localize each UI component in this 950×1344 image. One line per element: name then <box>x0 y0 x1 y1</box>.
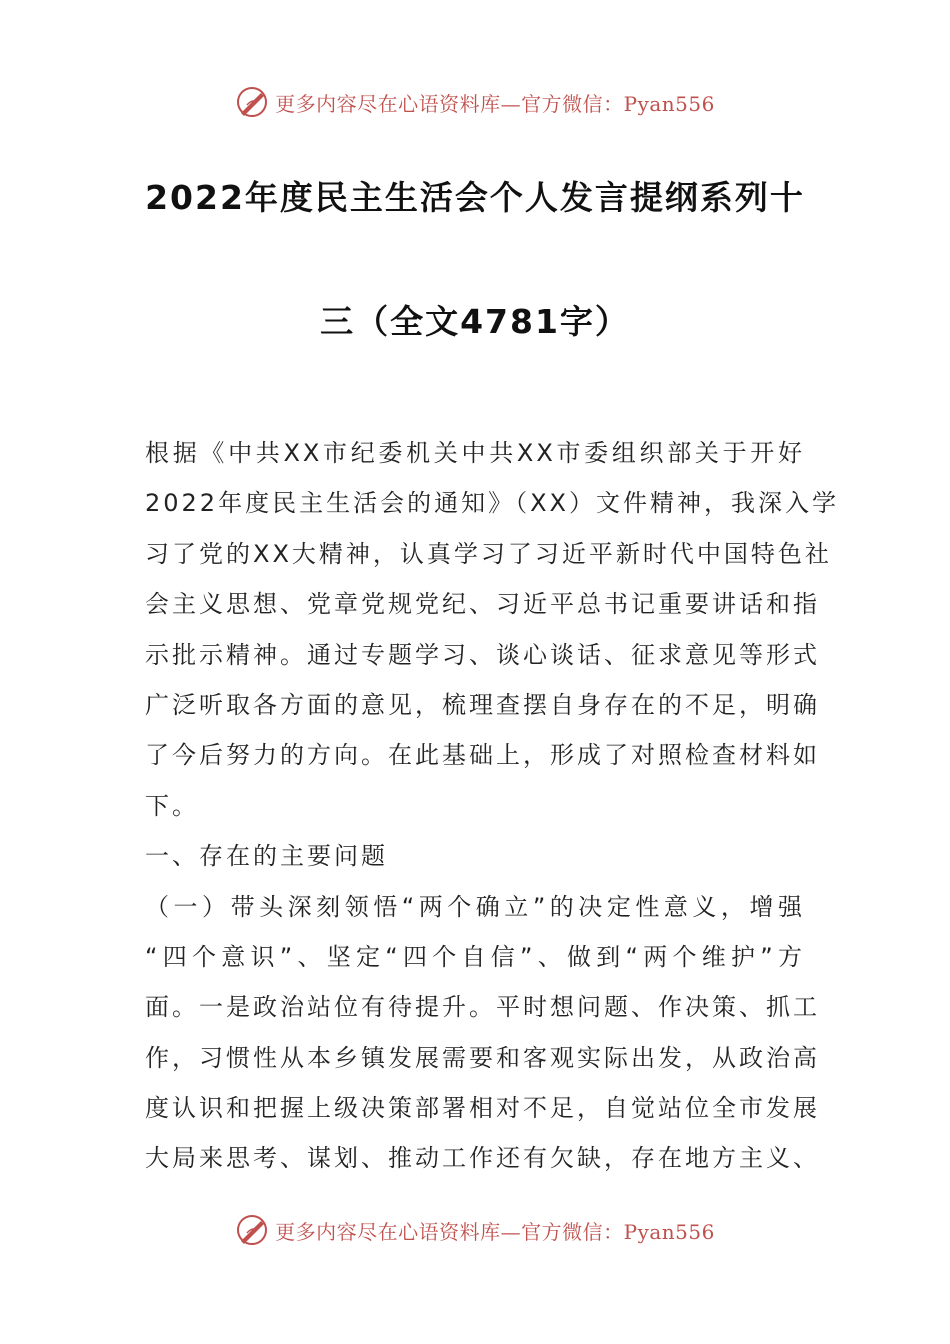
document-title-line-2: 三（全文4781字） <box>320 302 630 341</box>
body-line: 下。 <box>145 791 199 820</box>
watermark-text: 更多内容尽在心语资料库—官方微信：Pyan556 <box>275 1219 715 1244</box>
body-line: （一）带头深刻领悟“两个确立”的决定性意义，增强 <box>145 892 805 921</box>
body-line: 面。一是政治站位有待提升。平时想问题、作决策、抓工 <box>145 993 820 1022</box>
pen-logo-icon <box>235 1213 269 1247</box>
body-line: 示批示精神。通过专题学习、谈心谈话、征求意见等形式 <box>145 640 820 669</box>
pen-logo-icon <box>235 85 269 119</box>
body-line: 2022年度民主生活会的通知》（XX）文件精神，我深入学 <box>145 489 839 518</box>
body-line: 度认识和把握上级决策部署相对不足，自觉站位全市发展 <box>145 1094 820 1123</box>
watermark-banner-top <box>0 82 950 122</box>
section-heading: 一、存在的主要问题 <box>145 842 388 871</box>
body-line: 会主义思想、党章党规党纪、习近平总书记重要讲话和指 <box>145 590 820 619</box>
document-body <box>145 428 839 1184</box>
watermark-banner-bottom <box>0 1210 950 1250</box>
watermark-text: 更多内容尽在心语资料库—官方微信：Pyan556 <box>275 91 715 116</box>
body-line: 作，习惯性从本乡镇发展需要和客观实际出发，从政治高 <box>145 1043 820 1072</box>
body-line: 了今后努力的方向。在此基础上，形成了对照检查材料如 <box>145 741 820 770</box>
document-title-line-1: 2022年度民主生活会个人发言提纲系列十 <box>145 178 805 217</box>
body-line: 根据《中共XX市纪委机关中共XX市委组织部关于开好 <box>145 439 805 467</box>
body-line: 大局来思考、谋划、推动工作还有欠缺，存在地方主义、 <box>145 1144 820 1173</box>
body-line: 广泛听取各方面的意见，梳理查摆自身存在的不足，明确 <box>145 690 820 719</box>
body-line: “四个意识”、坚定“四个自信”、做到“两个维护”方 <box>145 942 805 971</box>
body-line: 习了党的XX大精神，认真学习了习近平新时代中国特色社 <box>145 539 832 568</box>
